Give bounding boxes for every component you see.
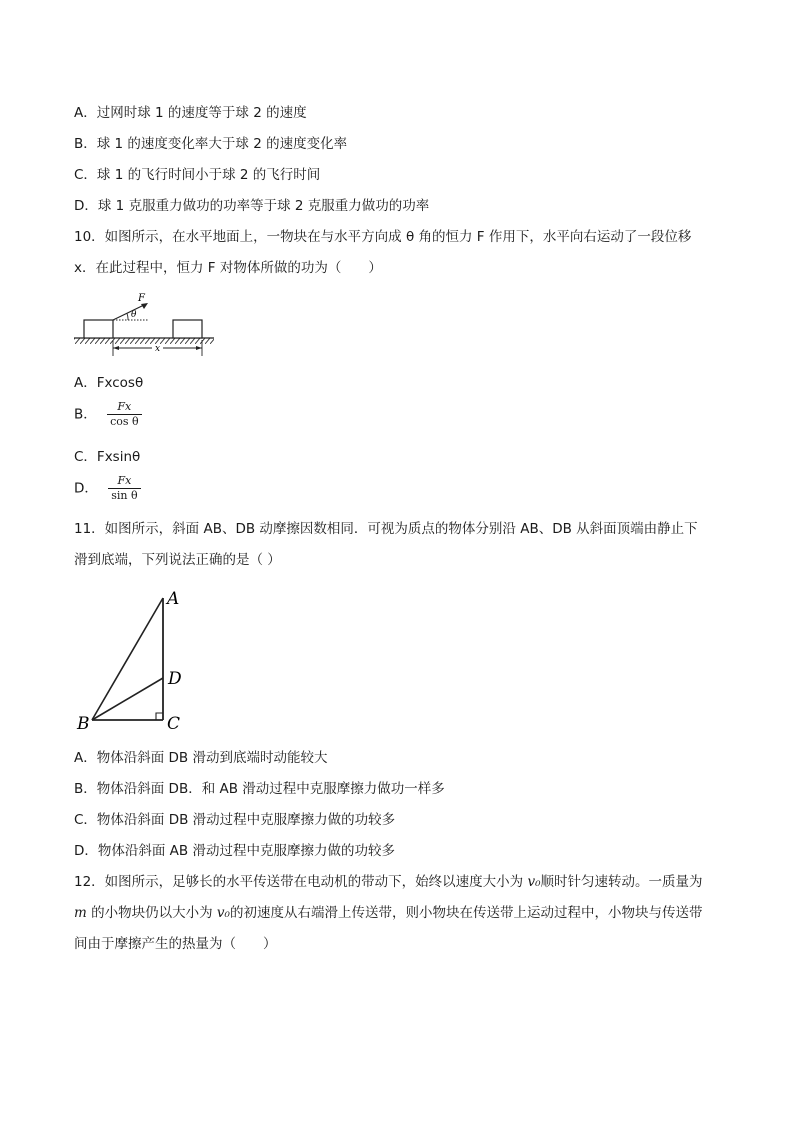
block-end [173,320,202,338]
right-angle-mark [156,713,163,720]
q12-line2-text-a: 的小物块仍以大小为 [86,905,217,921]
q12-line2-velocity: v₀ [216,905,230,921]
q10-option-d-fraction [108,474,140,503]
q10-option-a: A．Fxcosθ [74,375,144,391]
q10-option-b-label: B． [74,406,97,423]
q9-option-c: C．球 1 的飞行时间小于球 2 的飞行时间 [74,167,321,183]
block-start [84,320,113,338]
q10-option-c: C．Fxsinθ [74,449,141,465]
q10-figure [70,290,220,360]
q10-option-d-denominator: sin θ [111,489,138,502]
vertex-label-c: C [167,714,181,734]
q10-stem-line2: x．在此过程中，恒力 F 对物体所做的功为（ ） [74,260,382,276]
displacement-arrow-right [196,346,202,350]
q12-line1-text-a: 12．如图所示，足够长的水平传送带在电动机的带动下，始终以速度大小为 [74,874,528,890]
q10-option-b [74,400,142,429]
q10-option-b-numerator: Fx [107,400,142,415]
vertex-label-b: B [77,714,90,734]
slope-ab [92,598,163,720]
q10-option-b-fraction [107,400,142,429]
q11-option-c: C．物体沿斜面 DB 滑动过程中克服摩擦力做的功较多 [74,812,396,828]
q9-option-a: A．过网时球 1 的速度等于球 2 的速度 [74,105,307,121]
q11-figure [70,585,200,735]
angle-label: θ [131,310,137,320]
q12-stem-line1 [74,873,703,891]
q12-line1-text-b: 顺时针匀速转动。一质量为 [540,874,703,890]
ground-hatch [74,338,214,344]
q9-option-d: D．球 1 克服重力做功的功率等于球 2 克服重力做功的功率 [74,198,430,214]
vertex-label-a: A [167,589,180,609]
q12-stem-line2 [74,904,702,922]
q11-option-a: A．物体沿斜面 DB 滑动到底端时动能较大 [74,750,328,766]
q12-line1-velocity: v₀ [527,874,541,890]
force-label: F [138,293,145,304]
q10-option-d-numerator: Fx [108,474,140,489]
slope-db [92,678,163,720]
q10-option-d-label: D． [74,480,98,497]
q12-line2-text-b: 的初速度从右端滑上传送带，则小物块在传送带上运动过程中，小物块与传送带 [229,905,703,921]
force-arrow [113,304,146,320]
q10-stem-line1: 10．如图所示，在水平地面上，一物块在与水平方向成 θ 角的恒力 F 作用下，水平向右运动了一段位移 [74,229,692,245]
q11-option-d: D．物体沿斜面 AB 滑动过程中克服摩擦力做的功较多 [74,843,395,859]
angle-arc [127,314,128,321]
q11-option-b: B．物体沿斜面 DB．和 AB 滑动过程中克服摩擦力做功一样多 [74,781,445,797]
q10-option-d [74,474,141,503]
displacement-label: x [155,344,161,354]
q10-option-b-denominator: cos θ [110,415,139,428]
q12-stem-line3: 间由于摩擦产生的热量为（ ） [74,936,277,952]
q12-line2-mass: m [74,905,87,921]
q11-stem-line1: 11．如图所示，斜面 AB、DB 动摩擦因数相同．可视为质点的物体分别沿 AB、DB 从斜面顶端由静止下 [74,521,698,537]
q9-option-b: B．球 1 的速度变化率大于球 2 的速度变化率 [74,136,348,152]
vertex-label-d: D [168,669,182,689]
displacement-arrow-left [113,346,119,350]
q11-stem-line2: 滑到底端，下列说法正确的是（ ） [74,552,281,568]
